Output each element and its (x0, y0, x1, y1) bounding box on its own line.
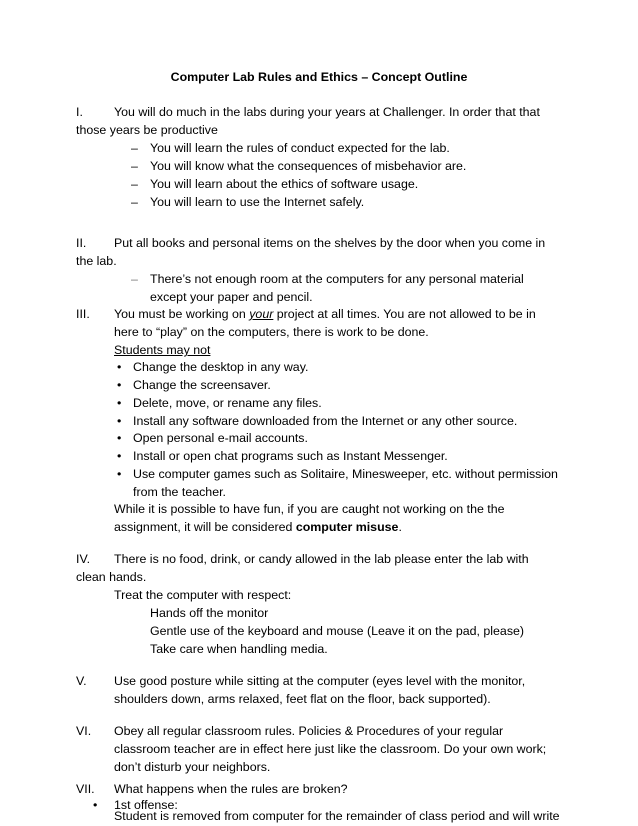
list-item: Install any software downloaded from the Internet or any other source. (133, 414, 518, 428)
section-text: Use good posture while sitting at the computer (eyes level with the monitor, (114, 674, 526, 688)
section-text: Student is removed from computer for the remainder of class period and will write (114, 809, 560, 823)
section-numeral: II. (76, 236, 87, 250)
section-text (114, 306, 536, 324)
bullet-marker: • (117, 414, 122, 428)
dash-marker: – (131, 141, 138, 155)
bullet-marker: • (93, 798, 98, 812)
section-text: clean hands. (76, 570, 147, 584)
list-item: Use computer games such as Solitaire, Minesweeper, etc. without permission (133, 467, 558, 481)
list-item: You will learn to use the Internet safely. (150, 195, 365, 209)
section-numeral: I. (76, 105, 83, 119)
bullet-marker: • (117, 449, 122, 463)
section-text: There is no food, drink, or candy allowed in the lab please enter the lab with (114, 552, 529, 566)
section-text: What happens when the rules are broken? (114, 782, 348, 796)
section-text: here to “play” on the computers, there is work to be done. (114, 325, 429, 339)
text-run: assignment, it will be considered (114, 520, 296, 534)
section-text: classroom teacher are in effect here just like the classroom. Do your own work; (114, 742, 547, 756)
list-item: Open personal e-mail accounts. (133, 431, 308, 445)
list-item: Install or open chat programs such as Instant Messenger. (133, 449, 448, 463)
list-item: You will learn the rules of conduct expected for the lab. (150, 141, 450, 155)
list-item: Hands off the monitor (150, 606, 269, 620)
dash-marker: – (131, 195, 138, 209)
list-item: except your paper and pencil. (150, 290, 313, 304)
section-text: the lab. (76, 254, 117, 268)
subheading: Students may not (114, 343, 211, 357)
text-run: You must be working on (114, 307, 250, 321)
section-text (114, 519, 402, 537)
bold-text: computer misuse (295, 520, 399, 534)
bullet-marker: • (117, 396, 122, 410)
subheading: Treat the computer with respect: (114, 588, 292, 602)
emphasis-text: your (249, 307, 274, 321)
list-item-continuation: from the teacher. (133, 485, 226, 499)
list-item: Take care when handling media. (150, 642, 328, 656)
bullet-marker: • (117, 467, 122, 481)
section-text: Put all books and personal items on the shelves by the door when you come in (114, 236, 546, 250)
text-run: . (398, 520, 402, 534)
list-item: Gentle use of the keyboard and mouse (Leave it on the pad, please) (150, 624, 525, 638)
bullet-marker: • (117, 431, 122, 445)
dash-marker: – (131, 177, 138, 191)
section-text: shoulders down, arms relaxed, feet flat on the floor, back supported). (114, 692, 491, 706)
dash-marker: – (131, 159, 138, 173)
list-item: You will know what the consequences of misbehavior are. (150, 159, 467, 173)
section-text: While it is possible to have fun, if you are caught not working on the the (114, 502, 505, 516)
list-item: Delete, move, or rename any files. (133, 396, 322, 410)
section-text: You will do much in the labs during your years at Challenger. In order that that (114, 105, 540, 119)
dash-marker: – (131, 272, 138, 286)
list-item: Change the screensaver. (133, 378, 271, 392)
section-numeral: VI. (76, 724, 92, 738)
section-numeral: IV. (76, 552, 91, 566)
section-numeral: III. (76, 307, 90, 321)
list-item: There’s not enough room at the computers for any personal material (150, 272, 524, 286)
list-item: 1st offense: (114, 798, 178, 812)
section-numeral: VII. (76, 782, 95, 796)
list-item: You will learn about the ethics of software usage. (150, 177, 419, 191)
bullet-marker: • (117, 360, 122, 374)
section-text: Obey all regular classroom rules. Policies & Procedures of your regular (114, 724, 504, 738)
section-numeral: V. (76, 674, 87, 688)
bullet-marker: • (117, 378, 122, 392)
section-text: don’t disturb your neighbors. (114, 760, 271, 774)
page-title: Computer Lab Rules and Ethics – Concept Outline (170, 70, 468, 84)
list-item: Change the desktop in any way. (133, 360, 309, 374)
text-run: project at all times. You are not allowed to be in (273, 307, 536, 321)
section-text: those years be productive (76, 123, 218, 137)
